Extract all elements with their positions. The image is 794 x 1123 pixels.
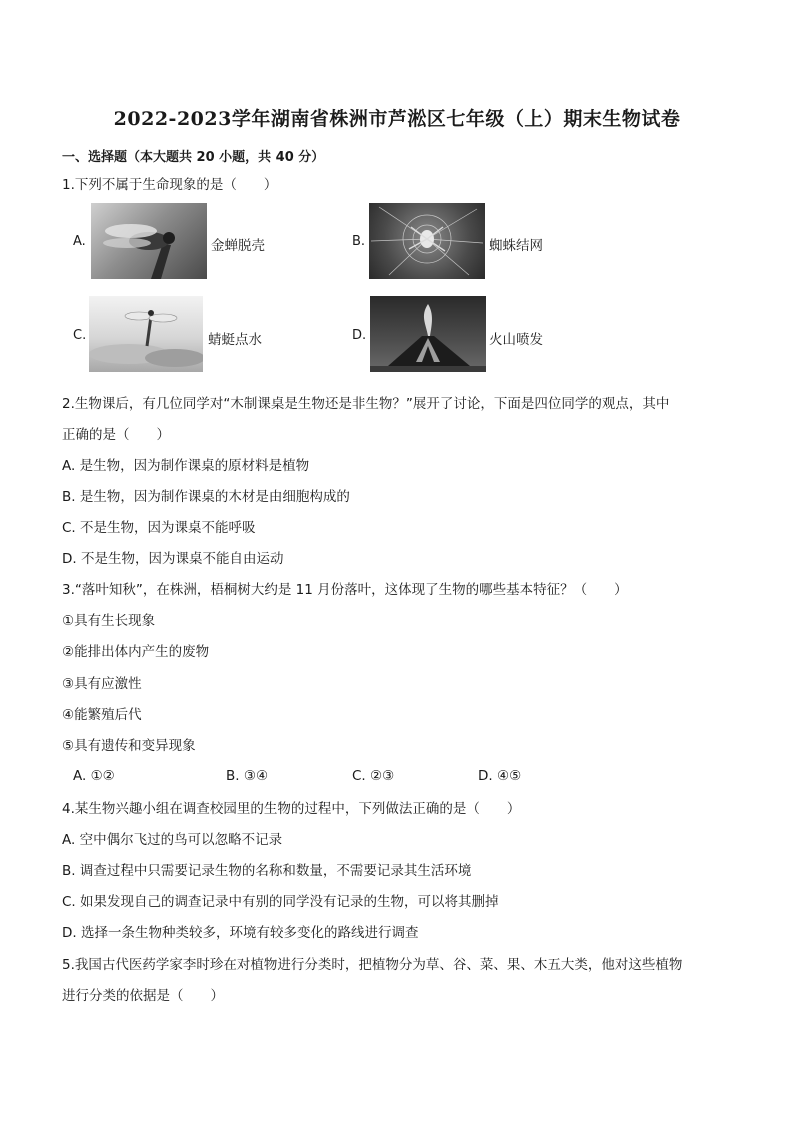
q1-option-d-caption: 火山喷发 — [489, 332, 543, 348]
q3-option-c: C. ②③ — [352, 768, 395, 784]
q4-option-a: A. 空中偶尔飞过的鸟可以忽略不记录 — [62, 832, 283, 848]
q3-item-4: ④能繁殖后代 — [62, 707, 142, 723]
q1-option-d-letter: D. — [352, 328, 367, 343]
q1-option-b-caption: 蜘蛛结网 — [489, 238, 543, 254]
q3-item-5: ⑤具有遗传和变异现象 — [62, 738, 196, 754]
q1-option-c-caption: 蜻蜓点水 — [208, 332, 262, 348]
exam-title: 2022-2023学年湖南省株洲市芦淞区七年级（上）期末生物试卷 — [113, 108, 681, 130]
volcano-eruption-photo-icon — [370, 296, 486, 372]
q2-option-a: A. 是生物，因为制作课桌的原材料是植物 — [62, 458, 310, 474]
q2-stem-line1: 2.生物课后，有几位同学对“木制课桌是生物还是非生物？”展开了讨论，下面是四位同学的观点，其中 — [62, 396, 670, 412]
q3-option-b: B. ③④ — [226, 768, 269, 784]
q3-item-1: ①具有生长现象 — [62, 613, 156, 629]
q1-stem: 1.下列不属于生命现象的是（ ） — [62, 177, 278, 193]
q1-option-c-letter: C. — [73, 328, 87, 343]
q3-option-a: A. ①② — [73, 768, 115, 784]
q2-option-d: D. 不是生物，因为课桌不能自由运动 — [62, 551, 284, 567]
q4-option-b: B. 调查过程中只需要记录生物的名称和数量，不需要记录其生活环境 — [62, 863, 472, 879]
q3-item-3: ③具有应激性 — [62, 676, 142, 692]
spider-web-photo-icon — [369, 203, 485, 279]
q1-option-a-letter: A. — [73, 234, 86, 249]
cicada-molting-photo-icon — [91, 203, 207, 279]
q4-option-c: C. 如果发现自己的调查记录中有别的同学没有记录的生物，可以将其删掉 — [62, 894, 499, 910]
q2-option-c: C. 不是生物，因为课桌不能呼吸 — [62, 520, 256, 536]
q1-option-b-letter: B. — [352, 234, 366, 249]
q4-option-d: D. 选择一条生物种类较多，环境有较多变化的路线进行调查 — [62, 925, 419, 941]
q5-stem-line1: 5.我国古代医药学家李时珍在对植物进行分类时，把植物分为草、谷、菜、果、木五大类，他对这些植物 — [62, 957, 683, 973]
section-header: 一、选择题（本大题共 20 小题，共 40 分） — [62, 150, 325, 165]
q1-option-a-caption: 金蝉脱壳 — [211, 238, 265, 254]
q2-option-b: B. 是生物，因为制作课桌的木材是由细胞构成的 — [62, 489, 350, 505]
q3-item-2: ②能排出体内产生的废物 — [62, 644, 210, 660]
q4-stem: 4.某生物兴趣小组在调查校园里的生物的过程中，下列做法正确的是（ ） — [62, 801, 521, 817]
dragonfly-water-photo-icon — [89, 296, 203, 372]
q5-stem-line2: 进行分类的依据是（ ） — [62, 988, 224, 1004]
q3-option-d: D. ④⑤ — [478, 768, 522, 784]
q3-stem: 3.“落叶知秋”，在株洲，梧桐树大约是 11 月份落叶，这体现了生物的哪些基本特征？（ ） — [62, 582, 628, 598]
q2-stem-line2: 正确的是（ ） — [62, 427, 170, 443]
